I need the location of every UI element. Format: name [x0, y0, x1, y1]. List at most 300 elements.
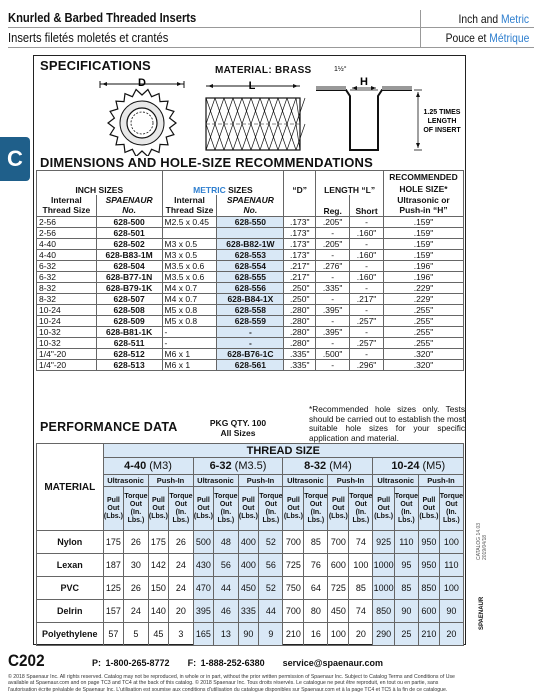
hdr-internal-line1: Internal — [51, 195, 82, 206]
pull-out-line: Pull — [331, 496, 345, 504]
table-row — [37, 228, 464, 239]
table-cell: 210 — [418, 623, 439, 646]
table-cell: 100 — [328, 623, 349, 646]
metric-size: (M5) — [419, 460, 446, 472]
hdr-internal-line1: Internal — [174, 195, 205, 206]
table-cell: 628-550 — [217, 217, 284, 228]
table-cell: 25 — [394, 623, 418, 646]
table-cell: - — [316, 272, 350, 283]
table-cell: 2-56 — [37, 228, 97, 239]
pull-out-header — [373, 487, 394, 531]
table-cell: 24 — [124, 600, 148, 623]
table-cell: 628-513 — [96, 360, 162, 371]
table-cell: 628-B84-1X — [217, 294, 284, 305]
metric-size: (M3.5) — [231, 460, 267, 472]
hdr-reg: Reg. — [316, 195, 350, 217]
table-cell: .229" — [384, 283, 464, 294]
torque-out-line: (In. — [355, 508, 367, 516]
table-cell: 165 — [193, 623, 214, 646]
table-cell: .250" — [284, 283, 316, 294]
package-quantity — [208, 418, 268, 438]
torque-out-line: Lbs.) — [262, 516, 280, 524]
table-row — [37, 217, 464, 228]
pull-out-header — [238, 487, 259, 531]
table-cell: 628-B82-1W — [217, 239, 284, 250]
depth-note-1: 1.25 TIMES — [423, 109, 461, 116]
pull-out-line: (Lbs.) — [238, 512, 258, 520]
hdr-spaenaur-metric — [217, 195, 284, 217]
header-vertical-divider — [420, 10, 421, 48]
table-cell: .205" — [316, 239, 350, 250]
hdr-spaenaur-line1: SPAENAUR — [105, 195, 153, 206]
table-cell: 26 — [124, 531, 148, 554]
torque-out-line: Torque — [259, 492, 283, 500]
table-row — [37, 577, 464, 600]
table-cell: 3 — [169, 623, 193, 646]
ultrasonic-header: Ultrasonic — [283, 475, 328, 487]
torque-out-line: Torque — [214, 492, 238, 500]
depth-note-2: LENGTH — [427, 118, 457, 125]
table-cell: .395" — [316, 305, 350, 316]
table-cell: 925 — [373, 531, 394, 554]
table-cell: 470 — [193, 577, 214, 600]
table-cell: M2.5 x 0.45 — [162, 217, 217, 228]
section-tab[interactable]: C — [0, 137, 30, 181]
table-cell: - — [316, 228, 350, 239]
table-cell: 10-32 — [37, 338, 97, 349]
table-cell: - — [350, 349, 384, 360]
table-cell: 9 — [259, 623, 283, 646]
pull-out-header — [328, 487, 349, 531]
table-cell — [162, 228, 217, 239]
table-cell: 26 — [124, 577, 148, 600]
hdr-length: LENGTH “L” — [316, 171, 384, 195]
table-cell: 90 — [238, 623, 259, 646]
torque-out-line: Torque — [349, 492, 373, 500]
fax-number: 1-888-252-6380 — [200, 658, 265, 668]
table-cell: 628-509 — [96, 316, 162, 327]
table-cell: 628-559 — [217, 316, 284, 327]
material-name: Nylon — [37, 531, 104, 554]
torque-out-line: Lbs.) — [127, 516, 145, 524]
inch-size: 8-32 — [304, 460, 327, 472]
pull-out-line: Out — [422, 504, 435, 512]
table-row — [37, 316, 464, 327]
table-cell: 74 — [349, 600, 373, 623]
push-in-header: Push-In — [238, 475, 283, 487]
thread-size-header — [373, 458, 464, 475]
table-cell: - — [316, 360, 350, 371]
metric-size: (M4) — [326, 460, 352, 472]
table-cell: 24 — [169, 554, 193, 577]
pull-out-line: (Lbs.) — [374, 512, 394, 520]
torque-out-line: Out — [354, 500, 367, 508]
push-in-header: Push-In — [418, 475, 463, 487]
table-cell: 628-B76-1C — [217, 349, 284, 360]
table-cell: 8-32 — [37, 283, 97, 294]
table-cell: .217" — [350, 294, 384, 305]
pull-out-line: Pull — [107, 496, 120, 504]
table-cell: .276" — [316, 261, 350, 272]
catalog-version — [476, 523, 488, 560]
page-footer — [0, 648, 541, 700]
table-cell: 400 — [238, 554, 259, 577]
table-cell: .257" — [350, 316, 384, 327]
dimensions-title: DIMENSIONS AND HOLE-SIZE RECOMMENDATIONS — [40, 155, 374, 170]
table-cell: 45 — [148, 623, 169, 646]
table-cell: .500" — [316, 349, 350, 360]
table-cell: .217" — [284, 261, 316, 272]
table-cell: .257" — [350, 338, 384, 349]
torque-out-header — [439, 487, 463, 531]
page-number: C202 — [8, 651, 45, 670]
table-cell: 110 — [394, 531, 418, 554]
table-cell: 1000 — [373, 554, 394, 577]
pull-out-line: Out — [377, 504, 390, 512]
torque-out-line: Out — [445, 500, 458, 508]
table-cell: 8-32 — [37, 294, 97, 305]
thread-size-header — [103, 458, 193, 475]
hdr-internal-thread-inch — [37, 195, 97, 217]
table-cell: 20 — [439, 623, 463, 646]
performance-table — [36, 443, 464, 646]
table-cell: 628-553 — [217, 250, 284, 261]
table-cell: 90 — [394, 600, 418, 623]
dimensions-table — [36, 170, 464, 371]
pull-out-line: Pull — [377, 496, 391, 504]
table-cell: 16 — [304, 623, 328, 646]
table-row — [37, 239, 464, 250]
hdr-ultrasonic-pushin — [384, 195, 464, 217]
catalog-number: CATALOG 14.03 — [476, 522, 482, 560]
table-cell: 628-502 — [96, 239, 162, 250]
pull-out-line: Pull — [241, 496, 255, 504]
insert-front-view-drawing — [92, 78, 192, 156]
table-cell: 80 — [304, 600, 328, 623]
push-in-header: Push-In — [148, 475, 193, 487]
table-cell: 1/4"-20 — [37, 360, 97, 371]
units-inch-label: Inch and — [458, 12, 501, 26]
table-cell: - — [350, 327, 384, 338]
table-cell: 20 — [169, 600, 193, 623]
table-cell: - — [217, 327, 284, 338]
metric-size: (M3) — [146, 460, 172, 472]
torque-out-header — [349, 487, 373, 531]
table-cell: 950 — [418, 554, 439, 577]
hdr-ultra-line1: Ultrasonic or — [397, 195, 450, 206]
table-cell: 628-554 — [217, 261, 284, 272]
table-cell: 6-32 — [37, 272, 97, 283]
pull-out-header — [103, 487, 124, 531]
table-cell: 628-555 — [217, 272, 284, 283]
header-title-en: Knurled & Barbed Threaded Inserts — [8, 10, 197, 25]
table-cell: 2-56 — [37, 217, 97, 228]
table-row — [37, 600, 464, 623]
table-cell: 52 — [259, 531, 283, 554]
table-cell: .395" — [316, 327, 350, 338]
table-cell: 628-B77-1N — [96, 272, 162, 283]
legal-text: © 2018 Spaenaur Inc. All rights reserved. Catalog may not be reproduced, in whole or in part, without the prior written permission of Spaenaur Inc. Subject to Catalog Terms and Conditions of Use available at Spaenaur.com and on page TC3 and TC4 at the back of this catalog. © 2018 Spaenaur Inc. Tous droits réservés. Le catalogue ne peut être reproduit, en tout ou en partie, sans l'autorisation écrite préalable de Spaenaur Inc. L'utilisation est soumise aux conditions d'utilisation du catalogue disponibles sur Spaenaur.com et à la page TC4 et TC5 à la fin de ce catalogue. — [8, 674, 455, 693]
units-metrique-label: Métrique — [488, 31, 529, 45]
torque-out-line: Torque — [394, 492, 418, 500]
table-cell: 700 — [283, 531, 304, 554]
torque-out-header — [259, 487, 283, 531]
table-cell: 600 — [418, 600, 439, 623]
hdr-metric-sizes — [162, 171, 284, 195]
table-cell: .335" — [284, 349, 316, 360]
table-cell: M3.5 x 0.6 — [162, 272, 217, 283]
table-cell: 100 — [439, 531, 463, 554]
table-cell: 5 — [124, 623, 148, 646]
table-cell: 44 — [214, 577, 238, 600]
email-link[interactable]: service@spaenaur.com — [282, 658, 384, 668]
hdr-hole-size: HOLE SIZE* — [384, 184, 464, 195]
hdr-ultra-line2: Push-in “H” — [399, 205, 448, 216]
header-units-fr — [445, 31, 529, 45]
table-row — [37, 360, 464, 371]
hdr-spaenaur-line1: SPAENAUR — [226, 195, 274, 206]
thread-size-header — [283, 458, 373, 475]
pkg-qty-line1: PKG QTY. 100 — [209, 418, 267, 428]
table-cell: M3 x 0.5 — [162, 250, 217, 261]
phone-label: P: — [92, 658, 106, 668]
table-cell: .173" — [284, 250, 316, 261]
table-cell: 57 — [103, 623, 124, 646]
table-cell: 56 — [214, 554, 238, 577]
table-cell: 4-40 — [37, 239, 97, 250]
torque-out-header — [214, 487, 238, 531]
dim-d-label: D — [138, 78, 146, 89]
torque-out-line: Out — [309, 500, 322, 508]
table-cell: .160" — [350, 228, 384, 239]
hdr-sizes-word: SIZES — [225, 184, 253, 195]
table-cell: - — [217, 338, 284, 349]
hdr-d: “D” — [284, 171, 316, 195]
table-row — [37, 327, 464, 338]
table-cell: - — [316, 316, 350, 327]
table-cell: 628-500 — [96, 217, 162, 228]
hole-size-note: *Recommended hole sizes only. Tests should be carried out to establish the most suitable hole sizes for your specific application and material. — [309, 404, 465, 443]
table-cell: .320" — [384, 349, 464, 360]
torque-out-line: Out — [174, 500, 187, 508]
table-cell: .159" — [384, 239, 464, 250]
table-cell: 85 — [394, 577, 418, 600]
table-cell: 140 — [148, 600, 169, 623]
table-cell: 335 — [238, 600, 259, 623]
table-cell: 430 — [193, 554, 214, 577]
table-row — [37, 294, 464, 305]
ultrasonic-header: Ultrasonic — [103, 475, 148, 487]
table-cell: .320" — [384, 360, 464, 371]
table-cell: .159" — [384, 228, 464, 239]
table-cell: .160" — [350, 272, 384, 283]
pull-out-line: Pull — [152, 496, 165, 504]
table-cell: 725 — [283, 554, 304, 577]
torque-out-line: Lbs.) — [443, 516, 460, 524]
ultrasonic-header: Ultrasonic — [193, 475, 238, 487]
torque-out-line: (In. — [130, 508, 142, 516]
table-cell: - — [162, 338, 217, 349]
performance-title: PERFORMANCE DATA — [40, 420, 178, 434]
table-cell: M5 x 0.8 — [162, 316, 217, 327]
pull-out-line: (Lbs.) — [419, 512, 439, 520]
table-cell: 85 — [349, 577, 373, 600]
table-cell: 20 — [349, 623, 373, 646]
table-cell: M6 x 1 — [162, 360, 217, 371]
table-cell: .335" — [316, 283, 350, 294]
table-cell: 26 — [169, 531, 193, 554]
table-cell: M4 x 0.7 — [162, 294, 217, 305]
hdr-material: MATERIAL — [37, 444, 104, 531]
table-cell: 628-556 — [217, 283, 284, 294]
depth-note-3: OF INSERT — [423, 127, 461, 134]
hdr-internal-line2: Thread Size — [165, 205, 214, 216]
table-row — [37, 338, 464, 349]
torque-out-line: Torque — [124, 492, 148, 500]
fax-label: F: — [187, 658, 201, 668]
pull-out-line: Out — [152, 504, 165, 512]
table-cell: - — [316, 338, 350, 349]
torque-out-header — [124, 487, 148, 531]
header-divider — [8, 27, 534, 28]
table-cell: 950 — [418, 531, 439, 554]
dimensions-table-body — [37, 217, 464, 371]
table-cell: .173" — [284, 239, 316, 250]
table-cell: 628-561 — [217, 360, 284, 371]
table-row — [37, 623, 464, 646]
table-cell: 175 — [148, 531, 169, 554]
inch-size: 10-24 — [391, 460, 420, 472]
table-cell: 6-32 — [37, 261, 97, 272]
pull-out-line: (Lbs.) — [328, 512, 348, 520]
table-cell: M4 x 0.7 — [162, 283, 217, 294]
table-cell: 628-B79-1K — [96, 283, 162, 294]
pull-out-line: (Lbs.) — [148, 512, 168, 520]
table-cell: 450 — [238, 577, 259, 600]
table-cell: .255" — [384, 305, 464, 316]
table-cell: .280" — [284, 305, 316, 316]
table-row — [37, 554, 464, 577]
table-cell: 850 — [418, 577, 439, 600]
table-cell: .250" — [284, 294, 316, 305]
table-cell: 600 — [328, 554, 349, 577]
table-cell: 74 — [349, 531, 373, 554]
pull-out-line: Pull — [422, 496, 436, 504]
table-cell: 13 — [214, 623, 238, 646]
table-cell: .159" — [384, 217, 464, 228]
torque-out-line: Lbs.) — [217, 516, 235, 524]
torque-out-line: Torque — [439, 492, 463, 500]
material-name: Lexan — [37, 554, 104, 577]
pull-out-line: Out — [332, 504, 345, 512]
torque-out-header — [304, 487, 328, 531]
torque-out-header — [394, 487, 418, 531]
table-cell: - — [350, 305, 384, 316]
pull-out-line: (Lbs.) — [283, 512, 303, 520]
table-cell: 628-507 — [96, 294, 162, 305]
table-cell: 44 — [259, 600, 283, 623]
torque-out-line: Torque — [169, 492, 193, 500]
table-cell: 628-508 — [96, 305, 162, 316]
pull-out-line: (Lbs.) — [103, 512, 123, 520]
table-cell: 10-24 — [37, 316, 97, 327]
table-cell: 725 — [328, 577, 349, 600]
table-cell: 157 — [103, 600, 124, 623]
table-cell: 1000 — [373, 577, 394, 600]
torque-out-line: (In. — [401, 508, 412, 516]
hdr-internal-line2: Thread Size — [42, 205, 91, 216]
table-cell: 56 — [259, 554, 283, 577]
table-cell: 628-B81-1K — [96, 327, 162, 338]
table-cell: 187 — [103, 554, 124, 577]
pkg-qty-line2: All Sizes — [220, 428, 256, 438]
table-cell: - — [316, 294, 350, 305]
units-pouce-label: Pouce et — [445, 31, 489, 45]
thread-size-header — [193, 458, 283, 475]
table-cell: 64 — [304, 577, 328, 600]
torque-out-line: Lbs.) — [352, 516, 370, 524]
torque-out-line: (In. — [265, 508, 277, 516]
table-cell: - — [350, 283, 384, 294]
chamfer-label: 1½° — [334, 66, 347, 73]
pull-out-line: Out — [197, 504, 210, 512]
phone-number[interactable]: 1-800-265-8772 — [105, 658, 170, 668]
header-units-en — [458, 12, 529, 26]
table-cell: 628-B83-1M — [96, 250, 162, 261]
pull-out-header — [148, 487, 169, 531]
hdr-no-line2: No. — [243, 205, 258, 216]
hdr-short: Short — [350, 195, 384, 217]
torque-out-line: Out — [129, 500, 142, 508]
torque-out-line: (In. — [446, 508, 457, 516]
table-cell: .173" — [284, 217, 316, 228]
table-cell: - — [350, 239, 384, 250]
table-row — [37, 250, 464, 261]
hdr-internal-thread-metric — [162, 195, 217, 217]
table-cell: 90 — [439, 600, 463, 623]
pull-out-line: Pull — [286, 496, 300, 504]
table-cell: 100 — [349, 554, 373, 577]
pull-out-header — [418, 487, 439, 531]
table-cell: 700 — [328, 531, 349, 554]
table-cell: 1/4"-20 — [37, 349, 97, 360]
material-name: Polyethylene — [37, 623, 104, 646]
torque-out-line: Out — [264, 500, 277, 508]
hdr-spaenaur-inch — [96, 195, 162, 217]
spaenaur-logo: SPAENAUR — [479, 596, 485, 630]
material-name: PVC — [37, 577, 104, 600]
table-cell: .205" — [316, 217, 350, 228]
table-cell: .196" — [384, 261, 464, 272]
pull-out-header — [283, 487, 304, 531]
table-cell: 85 — [304, 531, 328, 554]
hdr-recommended: RECOMMENDED — [384, 171, 464, 184]
table-cell: 628-501 — [96, 228, 162, 239]
torque-out-line: (In. — [220, 508, 232, 516]
pull-out-header — [193, 487, 214, 531]
footer-contact — [92, 658, 383, 668]
specifications-title: SPECIFICATIONS — [40, 58, 151, 73]
table-cell: .255" — [384, 316, 464, 327]
table-cell: .217" — [284, 272, 316, 283]
torque-out-line: (In. — [175, 508, 187, 516]
torque-out-line: Lbs.) — [307, 516, 325, 524]
table-cell: M5 x 0.8 — [162, 305, 217, 316]
table-cell: .229" — [384, 294, 464, 305]
table-cell: 628-504 — [96, 261, 162, 272]
torque-out-line: Torque — [304, 492, 328, 500]
insert-side-view-drawing — [200, 78, 310, 156]
